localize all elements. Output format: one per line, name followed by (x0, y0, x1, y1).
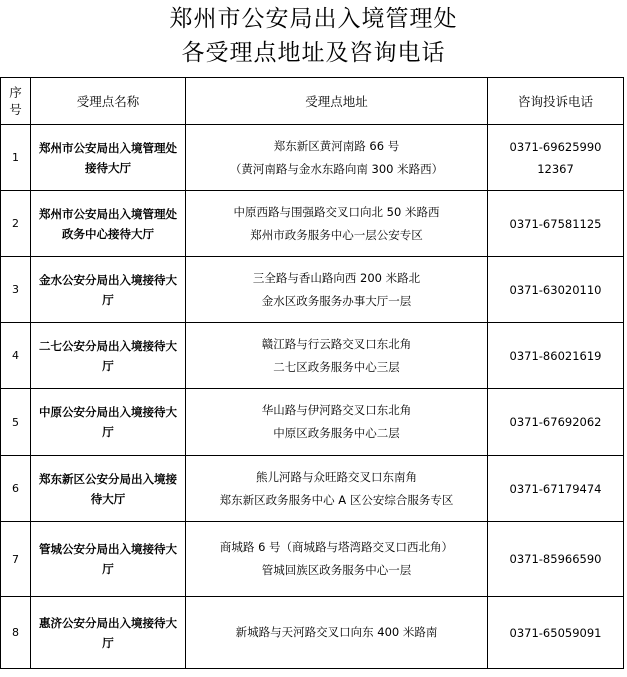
address-line: 郑州市政务服务中心一层公安专区 (250, 227, 423, 242)
office-phone (488, 323, 624, 389)
table-header-row (1, 78, 624, 125)
phone-number: 0371-85966590 (509, 552, 602, 566)
table-body (1, 125, 624, 669)
table-row (1, 597, 624, 669)
table-row (1, 257, 624, 323)
office-name: 郑州市公安局出入境管理处政务中心接待大厅 (39, 206, 177, 241)
phone-number: 0371-69625990 (509, 139, 602, 154)
row-number: 6 (1, 456, 31, 522)
address-line: 华山路与伊河路交叉口东北角 (261, 403, 412, 417)
phone-number: 0371-63020110 (509, 282, 602, 297)
title-line-1: 郑州市公安局出入境管理处 (169, 6, 458, 32)
office-table (0, 77, 624, 669)
table-row (1, 522, 624, 597)
office-phone (488, 389, 624, 456)
phone-number: 12367 (537, 161, 574, 176)
office-name: 中原公安分局出入境接待大厅 (39, 405, 177, 439)
office-address (186, 456, 488, 522)
address-line: 郑东新区黄河南路 66 号 (273, 138, 400, 153)
office-address (186, 125, 488, 191)
office-name-cell (31, 257, 186, 323)
address-line: 郑东新区政务服务中心 A 区公安综合服务专区 (219, 492, 454, 507)
phone-number: 0371-67581125 (509, 216, 602, 231)
office-address (186, 323, 488, 389)
table-row (1, 323, 624, 389)
office-address (186, 389, 488, 456)
address-line: 金水区政务服务办事大厅一层 (261, 293, 412, 308)
address-line: 熊儿河路与众旺路交叉口东南角 (256, 469, 417, 484)
row-number: 8 (1, 597, 31, 669)
office-address (186, 597, 488, 669)
title-line-2: 各受理点地址及咨询电话 (181, 40, 446, 66)
office-name: 郑州市公安局出入境管理处接待大厅 (39, 140, 177, 175)
address-line: （黄河南路与金水东路向南 300 米路西） (229, 161, 444, 176)
office-name: 二七公安分局出入境接待大厅 (39, 338, 177, 373)
header-phone: 咨询投诉电话 (488, 78, 624, 125)
table-row (1, 125, 624, 191)
office-name: 管城公安分局出入境接待大厅 (39, 542, 177, 576)
office-phone (488, 257, 624, 323)
header-name: 受理点名称 (31, 78, 186, 125)
header-address: 受理点地址 (186, 78, 488, 125)
table-row (1, 389, 624, 456)
row-number: 2 (1, 191, 31, 257)
row-number: 4 (1, 323, 31, 389)
row-number: 5 (1, 389, 31, 456)
address-line: 商城路 6 号（商城路与塔湾路交叉口西北角） (219, 540, 454, 554)
phone-number: 0371-65059091 (509, 625, 602, 640)
row-number: 7 (1, 522, 31, 597)
office-name-cell (31, 389, 186, 456)
table-row (1, 456, 624, 522)
office-phone (488, 125, 624, 191)
office-name: 惠济公安分局出入境接待大厅 (39, 615, 177, 650)
address-line: 二七区政务服务中心三层 (273, 359, 400, 374)
office-name-cell (31, 323, 186, 389)
row-number: 1 (1, 125, 31, 191)
address-line: 三全路与香山路向西 200 米路北 (252, 270, 421, 285)
row-number: 3 (1, 257, 31, 323)
phone-number: 0371-86021619 (509, 348, 602, 363)
office-address (186, 522, 488, 597)
table-row (1, 191, 624, 257)
office-name-cell (31, 191, 186, 257)
office-phone (488, 191, 624, 257)
office-name-cell (31, 125, 186, 191)
office-name: 郑东新区公安分局出入境接待大厅 (39, 471, 177, 506)
phone-number: 0371-67692062 (509, 415, 602, 429)
address-line: 新城路与天河路交叉口向东 400 米路南 (235, 625, 438, 639)
office-address (186, 257, 488, 323)
address-line: 中原西路与围强路交叉口向北 50 米路西 (233, 204, 440, 219)
office-name-cell (31, 597, 186, 669)
header-no: 序号 (1, 78, 31, 125)
office-phone (488, 456, 624, 522)
office-phone (488, 522, 624, 597)
phone-number: 0371-67179474 (509, 481, 602, 496)
address-line: 中原区政务服务中心二层 (273, 426, 400, 440)
address-line: 管城回族区政务服务中心一层 (261, 563, 412, 577)
office-name-cell (31, 456, 186, 522)
office-phone (488, 597, 624, 669)
address-line: 赣江路与行云路交叉口东北角 (261, 336, 412, 351)
document-title (0, 0, 627, 76)
office-name: 金水公安分局出入境接待大厅 (39, 272, 177, 307)
office-name-cell (31, 522, 186, 597)
office-address (186, 191, 488, 257)
